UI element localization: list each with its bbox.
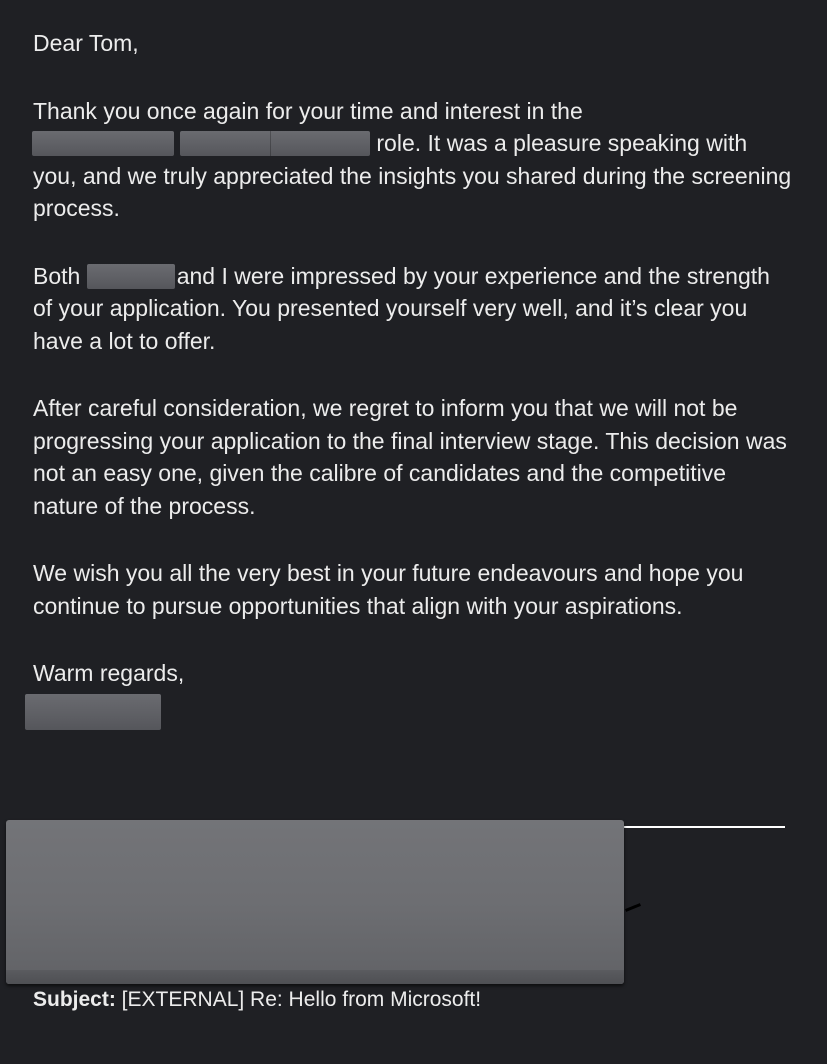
subject-value: [EXTERNAL] Re: Hello from Microsoft!	[115, 988, 482, 1011]
greeting: Dear Tom,	[33, 30, 139, 56]
paragraph-impressed	[33, 260, 793, 358]
paragraph-impressed-text-start: Both	[33, 262, 81, 289]
redacted-role-part-1	[32, 131, 174, 156]
paragraph-impressed-text-end: and I were impressed by your experience and the strength of your application. You presented yourself very well, and it’s clear you have a lot to offer.	[33, 262, 770, 354]
paragraph-wishes: We wish you all the very best in your future endeavours and hope you continue to pursue opportunities that align with your aspirations.	[33, 560, 744, 619]
paragraph-thanks	[33, 95, 793, 225]
stray-line-mark	[625, 903, 641, 912]
closing-text: Warm regards,	[33, 660, 185, 686]
subject-label: Subject:	[33, 988, 116, 1011]
email-body	[33, 27, 793, 730]
redacted-role-part-2	[180, 131, 370, 156]
quoted-subject-line	[33, 985, 481, 1015]
paragraph-thanks-text-end: role. It was a pleasure speaking with you, and we truly appreciated the insights you shared during the screening process.	[33, 130, 792, 221]
redacted-signature-name	[25, 694, 161, 730]
paragraph-thanks-text-start: Thank you once again for your time and interest in the	[33, 97, 583, 124]
sign-off	[33, 657, 793, 730]
redacted-colleague-name	[87, 264, 175, 289]
redacted-header-block	[6, 820, 624, 984]
quote-divider	[600, 826, 785, 828]
paragraph-decision: After careful consideration, we regret to inform you that we will not be progressing your application to the final interview stage. This decision was not an easy one, given the calibre of candidates and the competitive nature of the process.	[33, 395, 787, 519]
